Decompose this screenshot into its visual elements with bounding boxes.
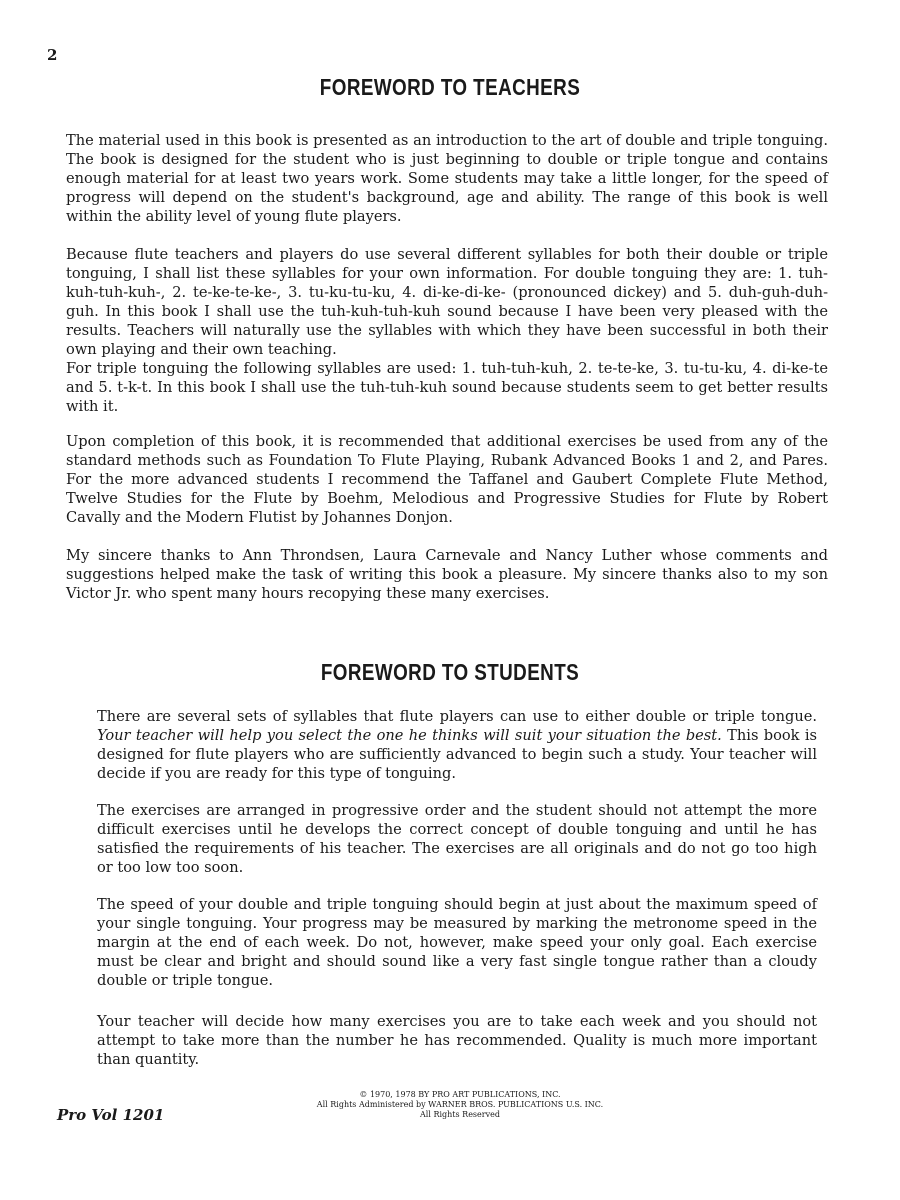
page-number: 2 (47, 46, 58, 64)
students-paragraph-4 (97, 1012, 817, 1069)
teachers-paragraph-1-text: The material used in this book is presented as an introduction to the art of double and triple tonguing. The book is designed for the student who is just beginning to double or triple tongue and contains enough material for at least two years work. Some students may take a little longer, for the speed of progress will depend on the student's background, age and ability. The range of this book is well within the ability level of young flute players. (66, 132, 828, 225)
students-paragraph-1 (97, 707, 817, 783)
teachers-paragraph-4 (66, 546, 828, 603)
teachers-paragraph-3 (66, 432, 828, 527)
copyright-line-2: All Rights Administered by WARNER BROS. PUBLICATIONS U.S. INC. (316, 1100, 604, 1109)
students-paragraph-3-text: The speed of your double and triple tonguing should begin at just about the maximum speed of your single tonguing. Your progress may be measured by marking the metronome speed in the margin at the end of each week. Do not, however, make speed your only goal. Each exercise must be clear and bright and should sound like a very fast single tongue rather than a cloudy double or triple tongue. (97, 896, 817, 989)
catalog-number: Pro Vol 1201 (57, 1106, 165, 1124)
teachers-paragraph-2a-text: Because flute teachers and players do use several different syllables for both their double or triple tonguing, I shall list these syllables for your own information. For double tonguing they are: 1. tuh-kuh-tuh-kuh-, 2. te-ke-te-ke-, 3. tu-ku-tu-ku, 4. di-ke-di-ke- (pronounced dickey) and 5. duh-guh-duh-guh. In this book I shall use the tuh-kuh-tuh-kuh sound because I have been very pleased with the results. Teachers will naturally use the syllables with which they have been successful in both their own playing and their own teaching. (66, 246, 828, 358)
students-paragraph-2 (97, 801, 817, 877)
copyright-notice (250, 1090, 670, 1120)
teachers-paragraph-2b-text: For triple tonguing the following syllables are used: 1. tuh-tuh-kuh, 2. te-te-ke, 3. tu-tu-ku, 4. di-ke-te and 5. t-k-t. In this book I shall use the tuh-tuh-kuh sound because students seem to get better results with it. (66, 360, 828, 415)
students-p1-italic: Your teacher will help you select the one he thinks will suit your situation the best. (97, 727, 722, 744)
teachers-paragraph-3-text: Upon completion of this book, it is recommended that additional exercises be used from any of the standard methods such as Foundation To Flute Playing, Rubank Advanced Books 1 and 2, and Pares. For the more advanced students I recommend the Taffanel and Gaubert Complete Flute Method, Twelve Studies for the Flute by Boehm, Melodious and Progressive Studies for Flute by Robert Cavally and the Modern Flutist by Johannes Donjon. (66, 433, 828, 526)
foreword-students-title: FOREWORD TO STUDENTS (320, 659, 580, 685)
students-paragraph-1-text (97, 707, 817, 783)
students-paragraph-3 (97, 895, 817, 990)
copyright-line-1: © 1970, 1978 BY PRO ART PUBLICATIONS, INC. (359, 1090, 561, 1099)
foreword-teachers-title: FOREWORD TO TEACHERS (319, 74, 581, 100)
students-paragraph-4-text: Your teacher will decide how many exercises you are to take each week and you should not attempt to take more than the number he has recommended. Quality is much more important than quantity. (97, 1013, 817, 1068)
teachers-paragraph-4-text: My sincere thanks to Ann Throndsen, Laura Carnevale and Nancy Luther whose comments and suggestions helped make the task of writing this book a pleasure. My sincere thanks also to my son Victor Jr. who spent many hours recopying these many exercises. (66, 547, 828, 602)
teachers-paragraph-2 (66, 245, 828, 416)
students-paragraph-2-text: The exercises are arranged in progressive order and the student should not attempt the more difficult exercises until he develops the correct concept of double tonguing and until he has satisfied the requirements of his teacher. The exercises are all originals and do not go too high or too low too soon. (97, 802, 817, 876)
copyright-line-3: All Rights Reserved (420, 1110, 500, 1119)
students-p1-end: This book is designed for flute players who are sufficiently advanced to begin such a study. Your teacher will decide if you are ready for this type of tonguing. (97, 727, 818, 782)
students-p1-start: There are several sets of syllables that flute players can use to either double or triple tongue. (97, 708, 817, 725)
teachers-paragraph-1 (66, 131, 828, 226)
